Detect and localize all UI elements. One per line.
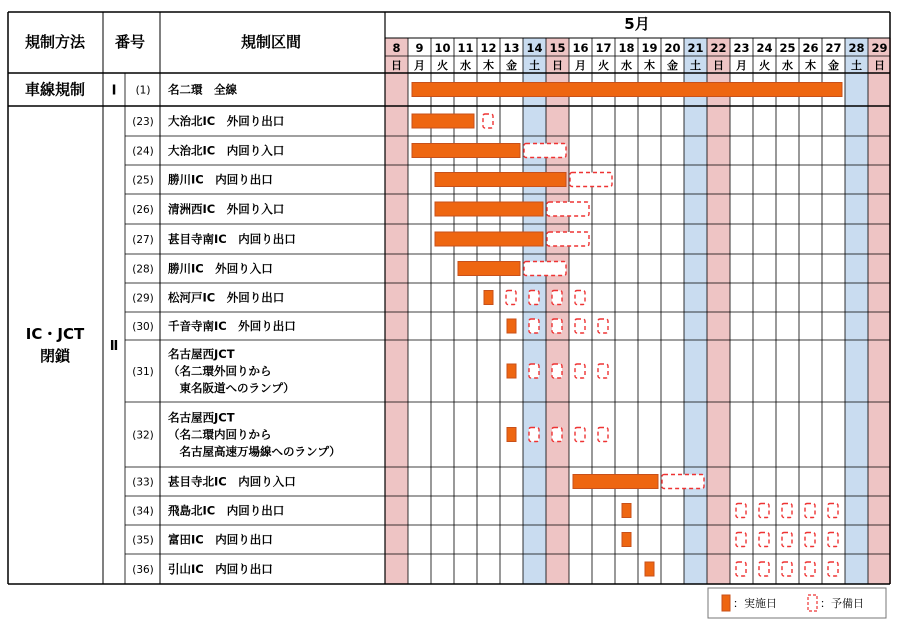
day-weekday-label: 火 — [598, 59, 609, 72]
group-roman-numeral: Ⅱ — [109, 339, 119, 354]
day-date-label: 12 — [480, 41, 497, 55]
row-number: (24) — [132, 145, 154, 158]
day-weekday-label: 木 — [483, 59, 494, 72]
day-date-label: 28 — [848, 41, 865, 55]
day-weekday-label: 水 — [782, 59, 793, 72]
sunday-band — [385, 38, 408, 584]
row-section-label: 大治北IC 内回り入口 — [168, 143, 285, 158]
row-number: (31) — [132, 366, 154, 378]
implementation-bar — [507, 364, 516, 378]
reserve-day-bar — [575, 291, 585, 305]
saturday-band — [845, 38, 868, 584]
implementation-bar — [573, 475, 658, 489]
row-section-label: 甚目寺北IC 内回り入口 — [168, 474, 296, 489]
day-date-label: 29 — [871, 41, 888, 55]
reserve-day-bar — [598, 319, 608, 333]
group-roman-numeral: Ⅰ — [111, 83, 117, 99]
implementation-bar — [645, 562, 654, 576]
row-number: (29) — [132, 292, 154, 305]
reserve-day-bar — [570, 173, 612, 187]
day-weekday-label: 土 — [690, 59, 701, 72]
row-number: (1) — [135, 84, 151, 97]
reserve-day-bar — [483, 114, 493, 128]
legend-implementation-label: ：実施日 — [733, 597, 777, 610]
reserve-day-bar — [828, 533, 838, 547]
reserve-day-bar — [575, 428, 585, 442]
day-date-label: 14 — [526, 41, 543, 55]
reserve-day-bar — [736, 504, 746, 518]
reserve-day-bar — [782, 533, 792, 547]
day-weekday-label: 金 — [667, 59, 678, 72]
day-weekday-label: 日 — [713, 59, 724, 72]
day-date-label: 23 — [733, 41, 750, 55]
reserve-day-bar — [759, 533, 769, 547]
saturday-band — [684, 38, 707, 584]
reserve-day-bar — [759, 504, 769, 518]
row-number: (32) — [132, 429, 154, 442]
day-weekday-label: 月 — [736, 59, 747, 72]
implementation-bar — [507, 428, 516, 442]
day-date-label: 27 — [825, 41, 842, 55]
reserve-day-bar — [524, 262, 566, 276]
day-weekday-label: 日 — [552, 59, 563, 72]
reserve-day-bar — [575, 364, 585, 378]
reserve-day-bar — [529, 319, 539, 333]
group-method-label: 閉鎖 — [39, 347, 71, 365]
implementation-bar — [507, 319, 516, 333]
reserve-day-bar — [552, 291, 562, 305]
day-date-label: 20 — [664, 41, 681, 55]
row-number: (25) — [132, 174, 154, 187]
row-section-label: 甚目寺南IC 内回り出口 — [168, 232, 296, 246]
row-number: (35) — [132, 534, 154, 547]
implementation-bar — [622, 533, 631, 547]
day-weekday-label: 日 — [391, 59, 402, 72]
implementation-bar — [435, 202, 543, 216]
day-date-label: 21 — [687, 41, 704, 55]
reserve-day-bar — [529, 364, 539, 378]
day-date-label: 9 — [415, 41, 424, 55]
implementation-bar — [412, 83, 842, 97]
row-section-label: 飛島北IC 内回り出口 — [168, 503, 285, 518]
implementation-bar — [412, 144, 520, 158]
implementation-bar — [435, 232, 543, 246]
reserve-day-bar — [736, 533, 746, 547]
reserve-day-bar — [805, 504, 815, 518]
day-date-label: 15 — [549, 41, 566, 55]
reserve-day-bar — [529, 291, 539, 305]
day-date-label: 16 — [572, 41, 589, 55]
reserve-day-bar — [547, 202, 589, 216]
row-section-label: 引山IC 内回り出口 — [168, 562, 273, 576]
header-number: 番号 — [114, 33, 146, 51]
row-section-label: 名古屋高速万場線へのランプ） — [168, 444, 341, 459]
day-date-label: 24 — [756, 41, 773, 55]
day-weekday-label: 水 — [621, 59, 632, 72]
header-method: 規制方法 — [24, 33, 86, 51]
sunday-band — [707, 38, 730, 584]
reserve-day-bar — [805, 562, 815, 576]
reserve-day-bar — [598, 364, 608, 378]
schedule-bars — [412, 83, 842, 577]
day-date-label: 22 — [710, 41, 727, 55]
row-number: (26) — [132, 204, 154, 216]
reserve-day-bar — [759, 562, 769, 576]
sunday-band — [868, 38, 891, 584]
day-date-label: 8 — [392, 41, 401, 55]
row-section-label: 富田IC 内回り出口 — [168, 532, 273, 547]
header-section: 規制区間 — [240, 33, 302, 51]
row-section-label: （名二環内回りから — [168, 427, 272, 442]
day-weekday-label: 日 — [874, 59, 885, 72]
legend — [708, 588, 886, 618]
day-weekday-label: 月 — [575, 59, 586, 72]
row-section-label: 清洲西IC 外回り入口 — [168, 202, 285, 216]
reserve-day-bar — [529, 428, 539, 442]
reserve-day-bar — [736, 562, 746, 576]
row-section-label: 名古屋西JCT — [168, 347, 235, 361]
row-section-label: 名古屋西JCT — [168, 410, 235, 425]
day-weekday-label: 火 — [759, 59, 770, 72]
day-weekday-label: 土 — [529, 59, 540, 72]
implementation-bar — [458, 262, 520, 276]
legend-reserve-swatch — [808, 595, 817, 611]
row-section-label: 名二環 全線 — [168, 82, 237, 97]
row-section-label: 松河戸IC 外回り出口 — [168, 290, 285, 305]
group-method-label: 車線規制 — [24, 80, 86, 99]
day-weekday-label: 木 — [805, 59, 816, 72]
row-number: (36) — [132, 564, 154, 576]
day-date-label: 11 — [457, 41, 474, 55]
row-section-label: （名二環外回りから — [168, 364, 272, 378]
row-number: (27) — [132, 234, 154, 246]
implementation-bar — [622, 504, 631, 518]
legend-reserve-label: ：予備日 — [820, 597, 864, 610]
sunday-band — [546, 38, 569, 584]
row-number: (30) — [132, 321, 154, 333]
implementation-bar — [435, 173, 566, 187]
day-date-label: 25 — [779, 41, 796, 55]
day-date-label: 10 — [434, 41, 451, 55]
day-date-label: 18 — [618, 41, 635, 55]
reserve-day-bar — [598, 428, 608, 442]
reserve-day-bar — [805, 533, 815, 547]
reserve-day-bar — [552, 319, 562, 333]
row-number: (34) — [132, 505, 154, 518]
reserve-day-bar — [552, 428, 562, 442]
day-date-label: 13 — [503, 41, 520, 55]
reserve-day-bar — [782, 504, 792, 518]
row-number: (23) — [132, 116, 154, 128]
reserve-day-bar — [575, 319, 585, 333]
day-weekday-label: 木 — [644, 59, 655, 72]
day-weekday-label: 水 — [460, 59, 471, 72]
day-weekday-label: 土 — [851, 59, 862, 72]
day-date-label: 26 — [802, 41, 819, 55]
day-weekday-label: 金 — [828, 59, 839, 72]
day-weekday-label: 月 — [414, 59, 425, 72]
reserve-day-bar — [552, 364, 562, 378]
row-section-label: 勝川IC 外回り入口 — [168, 261, 273, 276]
reserve-day-bar — [782, 562, 792, 576]
day-date-label: 19 — [641, 41, 658, 55]
implementation-bar — [412, 114, 474, 128]
reserve-day-bar — [828, 562, 838, 576]
header-month: 5月 — [624, 15, 650, 33]
row-section-label: 東名阪道へのランプ） — [168, 381, 295, 395]
day-date-label: 17 — [595, 41, 612, 55]
reserve-day-bar — [524, 144, 566, 158]
reserve-day-bar — [828, 504, 838, 518]
row-number: (28) — [132, 263, 154, 276]
group-method-label: IC・JCT — [25, 325, 85, 343]
reserve-day-bar — [662, 475, 704, 489]
saturday-band — [523, 38, 546, 584]
implementation-bar — [484, 291, 493, 305]
row-section-label: 大治北IC 外回り出口 — [168, 114, 285, 128]
legend-implementation-swatch — [722, 595, 730, 611]
reserve-day-bar — [547, 232, 589, 246]
row-section-label: 千音寺南IC 外回り出口 — [168, 319, 296, 333]
day-weekday-label: 火 — [437, 59, 448, 72]
row-number: (33) — [132, 476, 154, 489]
row-section-label: 勝川IC 内回り出口 — [168, 172, 273, 187]
day-headers — [391, 41, 888, 72]
reserve-day-bar — [506, 291, 516, 305]
row-labels — [25, 81, 341, 577]
day-weekday-label: 金 — [506, 59, 517, 72]
